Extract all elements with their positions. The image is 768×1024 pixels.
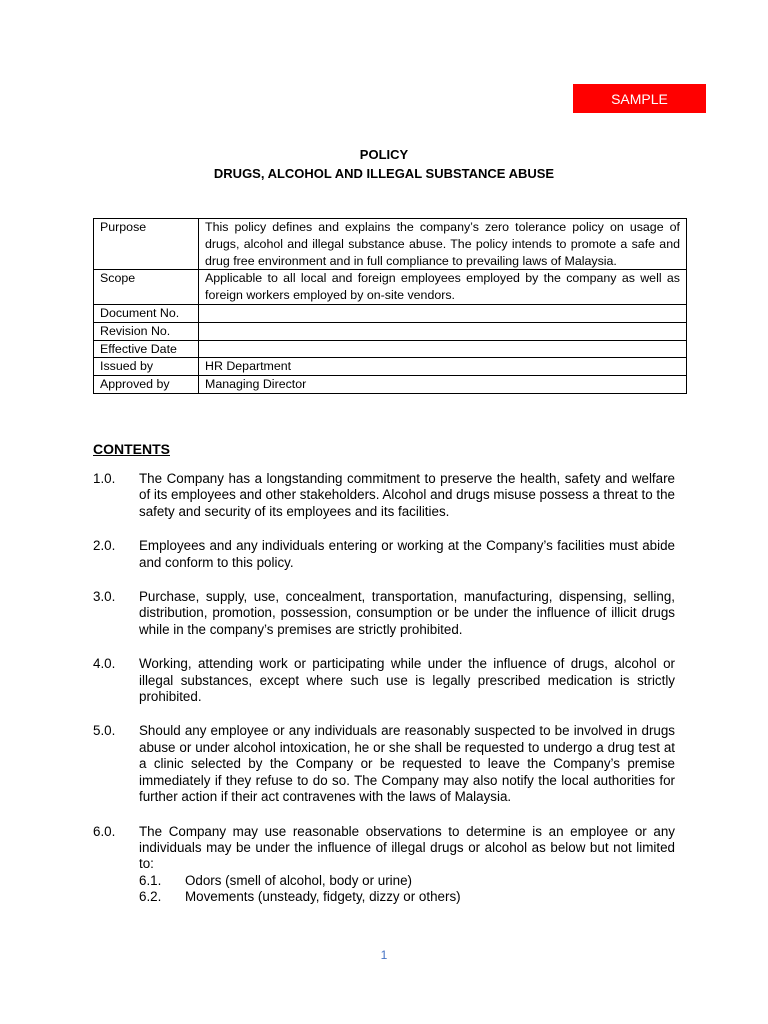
table-row [94, 304, 687, 322]
list-item [93, 471, 675, 520]
row-label: Revision No. [94, 322, 199, 340]
title-policy: POLICY [359, 147, 409, 162]
item-body [139, 824, 675, 906]
table-row [94, 219, 687, 270]
row-value: Applicable to all local and foreign employees employed by the company as well as foreign workers employed by on-site vendors. [199, 270, 687, 305]
contents-heading: CONTENTS [93, 441, 170, 457]
item-text: Should any employee or any individuals are reasonably suspected to be involved in drugs abuse or under alcohol intoxication, he or she shall be requested to undergo a drug test at a clinic selected by the Company or be requested to leave the Company’s premise immediately if they refuse to do so. The Company may also notify the local authorities for further action if their act contravenes with the laws of Malaysia. [139, 723, 675, 805]
sample-badge: SAMPLE [573, 84, 706, 113]
row-value [199, 304, 687, 322]
row-label: Purpose [94, 219, 199, 270]
item-text: Purchase, supply, use, concealment, transportation, manufacturing, dispensing, selling, distribution, promotion, possession, consumption or be under the influence of illicit drugs while in the company’s premises are strictly prohibited. [139, 589, 675, 637]
table-row [94, 270, 687, 305]
list-item [93, 538, 675, 571]
table-row [94, 358, 687, 376]
list-item [93, 824, 675, 906]
row-label: Scope [94, 270, 199, 305]
item-text: Employees and any individuals entering or working at the Company’s facilities must abide and conform to this policy. [139, 538, 675, 570]
item-number: 3.0. [93, 589, 116, 605]
contents-list [93, 471, 675, 924]
item-text: The Company has a longstanding commitment to preserve the health, safety and welfare of its employees and other stakeholders. Alcohol and drugs misuse possess a threat to the safety and security of its employees and its facilities. [139, 471, 675, 519]
list-item [93, 589, 675, 638]
title-subject: DRUGS, ALCOHOL AND ILLEGAL SUBSTANCE ABUSE [213, 166, 555, 181]
sub-item-text: Movements (unsteady, fidgety, dizzy or others) [185, 889, 461, 905]
item-text: Working, attending work or participating while under the influence of drugs, alcohol or illegal substances, except where such use is legally prescribed medication is strictly prohibited. [139, 656, 675, 705]
item-number: 2.0. [93, 538, 116, 554]
row-label: Approved by [94, 376, 199, 394]
row-value: HR Department [199, 358, 687, 376]
row-label: Document No. [94, 304, 199, 322]
sub-item-text: Odors (smell of alcohol, body or urine) [185, 872, 412, 888]
list-item [93, 656, 675, 705]
item-number: 6.0. [93, 823, 116, 839]
table-row [94, 322, 687, 340]
row-label: Effective Date [94, 340, 199, 358]
policy-info-table [93, 218, 687, 394]
sub-item-number: 6.2. [139, 889, 162, 905]
sub-item [139, 889, 675, 905]
row-value [199, 322, 687, 340]
row-label: Issued by [94, 358, 199, 376]
item-number: 1.0. [93, 471, 116, 486]
row-value: Managing Director [199, 376, 687, 394]
document-title [0, 146, 768, 183]
page-number: 1 [380, 948, 388, 962]
table-row [94, 340, 687, 358]
row-value [199, 340, 687, 358]
sub-item-number: 6.1. [139, 872, 162, 888]
row-value: This policy defines and explains the company’s zero tolerance policy on usage of drugs, alcohol and illegal substance abuse. The policy intends to promote a safe and drug free environment and in full compliance to prevailing laws of Malaysia. [199, 219, 687, 270]
sub-item [139, 873, 675, 889]
item-number: 5.0. [93, 723, 116, 739]
item-number: 4.0. [93, 656, 116, 672]
table-row [94, 376, 687, 394]
list-item [93, 723, 675, 805]
item-text: The Company may use reasonable observations to determine is an employee or any individuals may be under the influence of illegal drugs or alcohol as below but not limited to: [139, 823, 675, 872]
